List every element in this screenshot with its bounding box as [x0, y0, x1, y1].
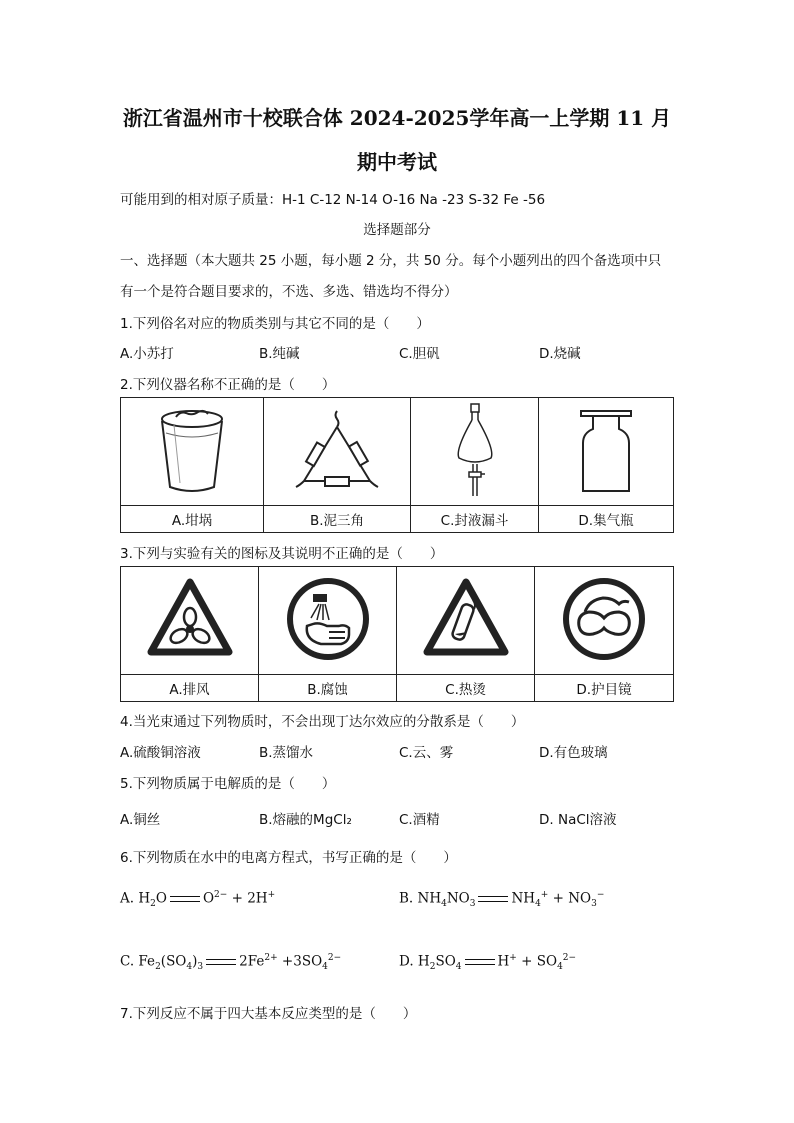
q7-stem: 7.下列反应不属于四大基本反应类型的是（ ）	[120, 1006, 417, 1022]
q3-caption-b: B.腐蚀	[259, 675, 397, 702]
hot-surface-icon	[421, 574, 511, 664]
q3-figure-table	[120, 566, 674, 702]
q3-caption-d: D.护目镜	[535, 675, 674, 702]
q3-caption-a: A.排风	[121, 675, 259, 702]
instructions-line2: 有一个是符合题目要求的，不选、多选、错选均不得分）	[120, 284, 458, 300]
q6-option-b: B. $NH_4NO_3$ $NH_4^+ + NO_3^-$	[399, 890, 605, 910]
instructions-line1: 一、选择题（本大题共 25 小题，每小题 2 分，共 50 分。每个小题列出的四个备选项中只	[120, 253, 662, 269]
q4-option-a: A.硫酸铜溶液	[120, 745, 201, 761]
q3-caption-c: C.热烫	[397, 675, 535, 702]
q4-option-b: B.蒸馏水	[259, 745, 314, 761]
corrosion-icon	[283, 574, 373, 664]
q1-stem: 1.下列俗名对应的物质类别与其它不同的是（ ）	[120, 316, 430, 332]
q4-option-d: D.有色玻璃	[539, 745, 608, 761]
q5-option-b: B.熔融的MgCl₂	[259, 812, 352, 828]
q1-option-b: B.纯碱	[259, 346, 300, 362]
q6-label-c: C.	[120, 953, 135, 970]
q2-figure-b	[264, 398, 411, 506]
q5-option-a: A.铜丝	[120, 812, 161, 828]
q4-stem: 4.当光束通过下列物质时，不会出现丁达尔效应的分散系是（ ）	[120, 714, 525, 730]
q6-label-a: A.	[120, 890, 135, 907]
q6-label-b: B.	[399, 890, 414, 907]
q3-figure-d	[535, 567, 674, 675]
q2-caption-b: B.泥三角	[264, 506, 411, 533]
exhaust-fan-icon	[145, 574, 235, 664]
q6-stem: 6.下列物质在水中的电离方程式，书写正确的是（ ）	[120, 850, 457, 866]
q5-option-d: D. NaCl溶液	[539, 812, 617, 828]
q5-option-c: C.酒精	[399, 812, 440, 828]
q2-figure-a	[121, 398, 264, 506]
q3-stem: 3.下列与实验有关的图标及其说明不正确的是（ ）	[120, 546, 444, 562]
section-heading: 选择题部分	[363, 222, 431, 238]
q3-figure-a	[121, 567, 259, 675]
q1-option-d: D.烧碱	[539, 346, 581, 362]
q2-caption-a: A.坩埚	[121, 506, 264, 533]
q2-figure-c	[411, 398, 539, 506]
q2-caption-d: D.集气瓶	[539, 506, 674, 533]
q6-option-d: D. $H_2SO_4$ $H^+ + SO_4^{2-}$	[399, 953, 577, 973]
q1-option-a: A.小苏打	[120, 346, 174, 362]
separatory-funnel-icon	[445, 400, 505, 500]
clay-triangle-icon	[282, 403, 392, 497]
gas-jar-icon	[571, 403, 641, 497]
atomic-masses: 可能用到的相对原子质量：H-1 C-12 N-14 O-16 Na -23 S-32 Fe -56	[120, 192, 546, 208]
crucible-icon	[152, 403, 232, 497]
q1-option-c: C.胆矾	[399, 346, 440, 362]
q5-stem: 5.下列物质属于电解质的是（ ）	[120, 776, 336, 792]
q2-stem: 2.下列仪器名称不正确的是（ ）	[120, 377, 336, 393]
q6-label-d: D.	[399, 953, 414, 970]
q2-caption-c: C.封液漏斗	[411, 506, 539, 533]
q6-option-c: C. $Fe_2(SO_4)_3$ $2Fe^{2+} +3SO_4^{2-}$	[120, 953, 342, 973]
q6-option-a: A. $H_2O$ $O^{2-} + 2H^+$	[120, 890, 276, 910]
q2-figure-table	[120, 397, 674, 533]
exam-title-line2: 期中考试	[357, 150, 437, 174]
exam-title-line1: 浙江省温州市十校联合体 2024-2025学年高一上学期 11 月	[122, 106, 672, 130]
goggles-icon	[559, 574, 649, 664]
q3-figure-b	[259, 567, 397, 675]
q3-figure-c	[397, 567, 535, 675]
q4-option-c: C.云、雾	[399, 745, 454, 761]
q2-figure-d	[539, 398, 674, 506]
